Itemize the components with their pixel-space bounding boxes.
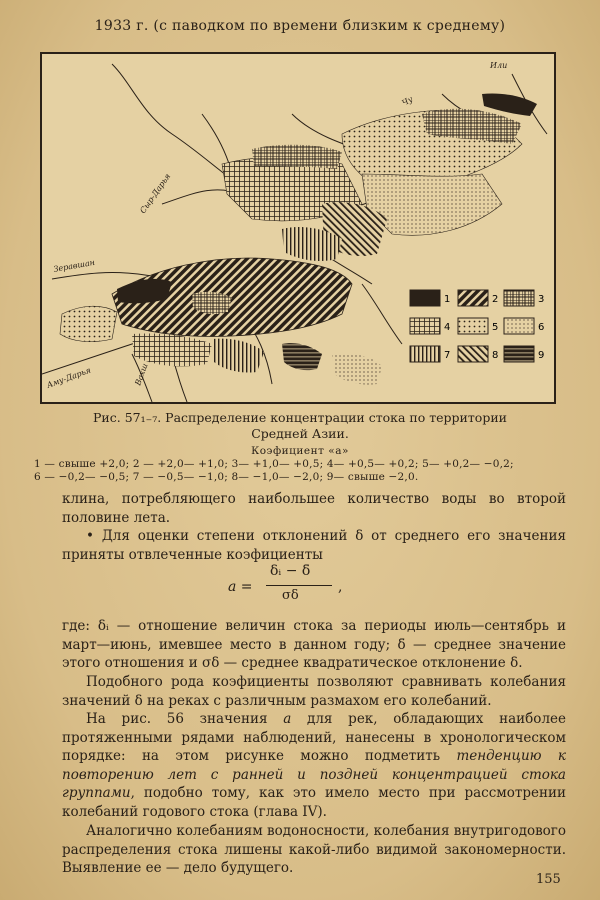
formula-numerator: δᵢ − δ̄	[270, 563, 311, 579]
legend-item-1	[410, 290, 450, 306]
paragraph-5-start: На рис. 56 значения	[86, 711, 284, 727]
paragraph-2-text: Для оценки степени отклонений δ от среднего его значения приняты отвлеченные коэфициенты	[62, 528, 566, 563]
formula	[220, 563, 380, 609]
region-horiz-south	[282, 343, 322, 370]
page-number: 155	[536, 872, 561, 887]
legend-item-9	[504, 346, 544, 362]
region-finedots-south	[332, 354, 382, 385]
formula-fraction-bar	[266, 585, 332, 586]
formula-denominator: σδ	[282, 588, 299, 603]
map-figure	[40, 52, 556, 404]
legend-item-7	[410, 346, 450, 362]
legend-item-5	[458, 318, 498, 334]
label-chu: Чу	[400, 94, 415, 108]
paragraph-5-var: а	[283, 711, 292, 727]
formula-lhs: a =	[228, 579, 253, 595]
region-dots-west	[60, 306, 117, 341]
legend-item-3	[504, 290, 544, 306]
region-cross-center	[252, 145, 342, 169]
legend-item-4	[410, 318, 450, 334]
label-zeravshan: Зеравшан	[52, 257, 96, 274]
figure-caption	[40, 410, 560, 442]
paragraph-5	[62, 710, 566, 821]
region-grid-sw	[132, 333, 212, 366]
legend-item-6	[504, 318, 544, 334]
bullet-mark: •	[86, 528, 102, 544]
paragraph-1: клина, потребляющего наибольшее количество воды во второй половине лета.	[62, 491, 566, 526]
legend-label-8: 8	[492, 350, 499, 361]
region-cross-mid	[192, 292, 232, 314]
page-header: 1933 г. (с паводком по времени близким к среднему)	[94, 18, 506, 34]
paragraph-5-mid: для рек, обладающих наиболее протяженными рядами наблюдений, нанесены в хронологическом порядке: на этом рисунке можно подметить	[62, 711, 566, 764]
label-vakhsh: Вахш	[133, 362, 150, 387]
label-amu-darya: Аму-Дарья	[45, 365, 92, 390]
paragraph-3: где: δᵢ — отношение величин стока за периоды июль—сентябрь и март—июнь, имевшее место в данном году; δ̄ — среднее значение этого отношения и σδ — среднее квадратическое отклонение δ.	[62, 618, 566, 671]
legend-label-5: 5	[492, 322, 499, 333]
paragraph-6: Аналогично колебаниям водоносности, колебания внутригодового распределения стока лишены какой-либо видимой закономерности. Выявление ее — дело будущего.	[62, 823, 566, 876]
label-ili: Или	[490, 61, 508, 70]
formula-trail: ,	[338, 579, 343, 595]
map-svg	[42, 54, 554, 402]
coef-legend-line-2: 6 — −0,2— −0,5; 7 — −0,5— −1,0; 8— −1,0— −2,0; 9— свыше −2,0.	[34, 471, 419, 483]
coef-title: Коэфициент «а»	[251, 445, 349, 457]
caption-line-2: Средней Азии.	[251, 426, 349, 441]
paragraph-5-end: , подобно тому, как это имело место при рассмотрении колебаний годового стока (глава IV).	[62, 785, 566, 820]
caption-line-1: Рис. 57₁₋₇. Распределение концентрации стока по территории	[93, 410, 507, 425]
paragraph-4: Подобного рода коэфициенты позволяют сравнивать колебания значений δ на реках с различным размахом его колебаний.	[62, 674, 566, 709]
legend-label-7: 7	[444, 350, 451, 361]
legend-item-8	[458, 346, 498, 362]
legend-label-9: 9	[538, 350, 545, 361]
legend-label-4: 4	[444, 322, 451, 333]
legend-label-6: 6	[538, 322, 545, 333]
region-dense-west	[117, 279, 172, 303]
legend-label-1: 1	[444, 294, 451, 305]
map-legend	[410, 290, 544, 362]
legend-item-2	[458, 290, 498, 306]
coef-legend-line-1: 1 — свыше +2,0; 2 — +2,0— +1,0; 3— +1,0— +0,5; 4— +0,5— +0,2; 5— +0,2— −0,2;	[34, 458, 514, 470]
paragraph-5-emphasis: тенденцию к повторению лет с ранней и поздней концентрацией стока группами	[62, 748, 566, 801]
label-syr-darya: Сыр-Дарья	[138, 171, 173, 216]
region-vert-south	[212, 339, 264, 373]
legend-label-2: 2	[492, 294, 499, 305]
legend-label-3: 3	[538, 294, 545, 305]
region-dense-ne	[482, 93, 537, 116]
paragraph-2	[62, 527, 566, 564]
